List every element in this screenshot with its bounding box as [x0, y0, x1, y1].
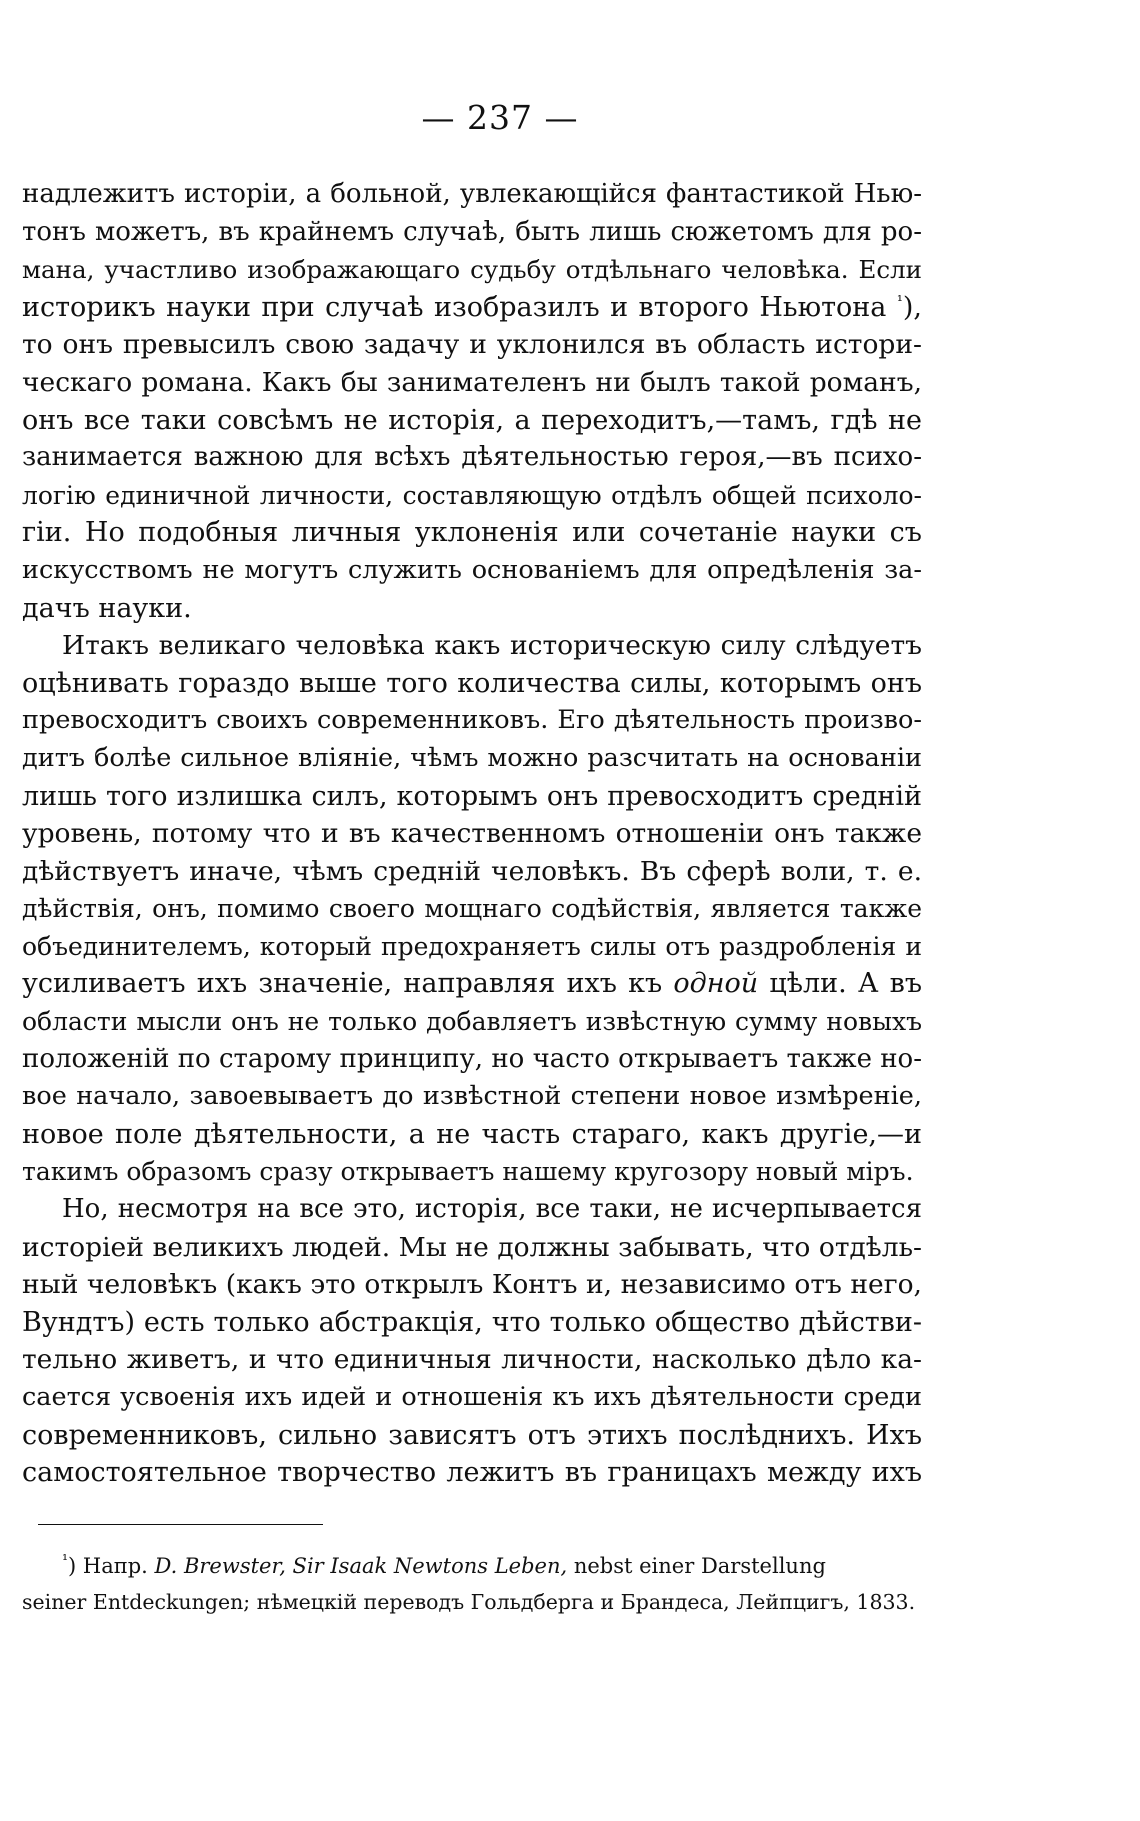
text-line: оцѣнивать гораздо выше того количества силы, которымъ онъ [22, 667, 922, 699]
paragraph-start: Итакъ великаго человѣка какъ историческую силу слѣдуетъ [62, 630, 922, 662]
footnotes [22, 1548, 922, 1620]
text-segment: ), [902, 291, 922, 323]
text-line: искусствомъ не могутъ служить основаніемъ для опредѣленія за- [22, 554, 922, 585]
text-segment: историкъ науки при случаѣ изобразилъ и второго Ньютона [22, 291, 897, 323]
text-segment: ) Напр. [68, 1554, 155, 1578]
text-line: то онъ превысилъ свою задачу и уклонился въ область истори- [22, 329, 922, 361]
text-line: области мысли онъ не только добавляетъ извѣстную сумму новыхъ [22, 1007, 922, 1037]
text-line: вое начало, завоевываетъ до извѣстной степени новое измѣреніе, [22, 1081, 922, 1112]
text-line: такимъ образомъ сразу открываетъ нашему кругозору новый міръ. [22, 1157, 914, 1187]
text-line: положеній по старому принципу, но часто открываетъ также но- [22, 1043, 922, 1074]
text-segment: nebst einer Darstellung [567, 1554, 826, 1578]
footnote-separator [38, 1524, 323, 1525]
text-line: ческаго романа. Какъ бы занимателенъ ни былъ такой романъ, [22, 366, 922, 398]
text-line: исторіей великихъ людей. Мы не должны забывать, что отдѣль- [22, 1231, 922, 1263]
text-segment: усиливаетъ ихъ значеніе, направляя ихъ къ [22, 968, 674, 1000]
footnote-ref: ¹ [896, 291, 903, 310]
text-line: надлежитъ исторіи, а больной, увлекающійся фантастикой Нью- [22, 179, 922, 209]
footnote-marker: ¹ [62, 1551, 69, 1569]
text-line: тонъ можетъ, въ крайнемъ случаѣ, быть лишь сюжетомъ для ро- [22, 216, 922, 247]
text-line: новое поле дѣятельности, а не часть стараго, какъ другіе,—и [22, 1118, 922, 1150]
text-line: лишь того излишка силъ, которымъ онъ превосходитъ средній [22, 780, 922, 812]
footnote-line [22, 1548, 922, 1584]
footnote-line: seiner Entdeckungen; нѣмецкій переводъ Гольдберга и Брандеса, Лейпцигъ, 1833. [22, 1590, 916, 1614]
body-text [22, 176, 922, 1492]
text-line: мана, участливо изображающаго судьбу отдѣльнаго человѣка. Если [22, 255, 922, 285]
text-line: дачъ науки. [22, 592, 192, 624]
paragraph-start: Но, несмотря на все это, исторія, все таки, не исчерпывается [62, 1194, 922, 1225]
text-line [22, 965, 922, 1003]
text-line: дѣйствія, онъ, помимо своего мощнаго содѣйствія, является также [22, 894, 922, 924]
text-line: самостоятельное творчество лежитъ въ границахъ между ихъ [22, 1457, 922, 1489]
text-line: современниковъ, сильно зависятъ отъ этихъ послѣднихъ. Ихъ [22, 1419, 922, 1451]
citation-title: D. Brewster, Sir Isaak Newtons Leben, [154, 1554, 568, 1578]
text-line: объединителемъ, который предохраняетъ силы отъ раздробленія и [22, 931, 922, 961]
emphasis: одной [673, 968, 759, 1000]
text-line: онъ все таки совсѣмъ не исторія, а переходитъ,—тамъ, гдѣ не [22, 404, 922, 436]
text-line: дѣйствуетъ иначе, чѣмъ средній человѣкъ. Въ сферѣ воли, т. е. [22, 855, 922, 887]
text-line: сается усвоенія ихъ идей и отношенія къ ихъ дѣятельности среди [22, 1382, 922, 1412]
text-line: уровень, потому что и въ качественномъ отношеніи онъ также [22, 818, 922, 850]
page-number: — 237 — [421, 98, 579, 137]
text-line: занимается важною для всѣхъ дѣятельностью героя,—въ психо- [22, 442, 922, 473]
text-line: тельно живетъ, и что единичныя личности, насколько дѣло ка- [22, 1344, 922, 1376]
text-line: ный человѣкъ (какъ это открылъ Контъ и, независимо отъ него, [22, 1269, 922, 1301]
text-line: гіи. Но подобныя личныя уклоненія или сочетаніе науки съ [22, 517, 922, 549]
text-line: Вундтъ) есть только абстракція, что только общество дѣйстви- [22, 1306, 922, 1338]
text-line [22, 289, 922, 327]
text-line: дитъ болѣе сильное вліяніе, чѣмъ можно разсчитать на основаніи [22, 742, 922, 773]
text-segment: цѣли. А въ [758, 968, 922, 1000]
text-line: превосходитъ своихъ современниковъ. Его дѣятельность произво- [22, 705, 922, 736]
text-line: логію единичной личности, составляющую отдѣлъ общей психоло- [22, 480, 922, 510]
